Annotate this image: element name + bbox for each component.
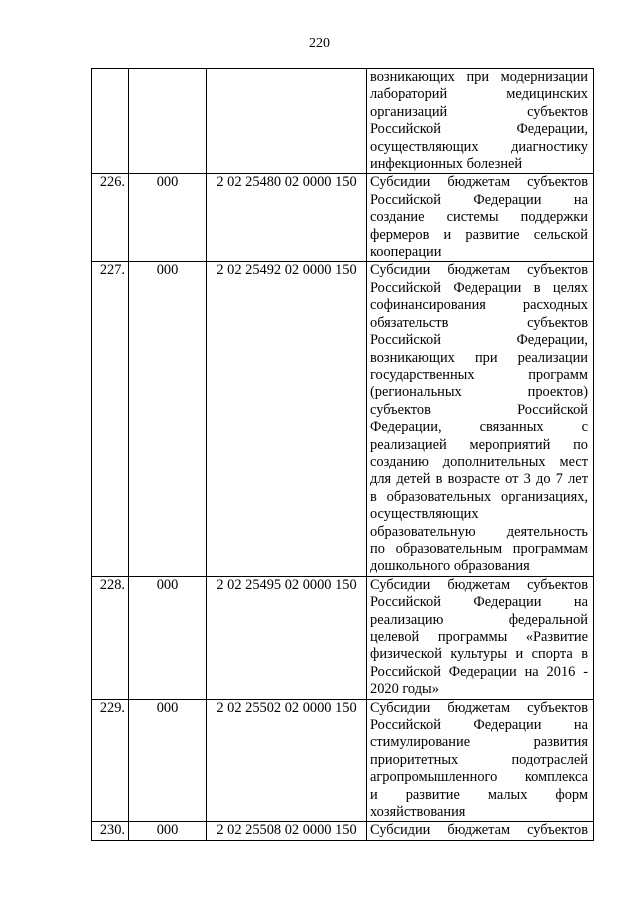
admin-code-cell: 000: [129, 699, 207, 822]
description-line: физической культуры и спорта в: [370, 646, 588, 663]
description-line: агропромышленного комплекса: [370, 769, 588, 786]
description-line: кооперации: [370, 244, 442, 261]
description-line: осуществляющих диагностику: [370, 138, 588, 155]
admin-code-cell: 000: [129, 576, 207, 699]
admin-code-cell: 000: [129, 174, 207, 262]
description-line: Российской Федерации,: [370, 121, 588, 138]
description-line: и развитие малых форм: [370, 786, 588, 803]
description-line: в образовательных организациях,: [370, 488, 588, 505]
table-row: [92, 69, 594, 174]
admin-code-cell: 000: [129, 822, 207, 840]
row-number-cell: 227.: [92, 262, 129, 576]
description-line: реализацией мероприятий по: [370, 436, 588, 453]
description-line: Субсидии бюджетам субъектов: [370, 174, 588, 191]
description-cell: [367, 576, 594, 699]
description-line: Субсидии бюджетам субъектов: [370, 262, 588, 279]
description-line: хозяйствования: [370, 804, 466, 821]
description-line: Российской Федерации на: [370, 191, 588, 208]
description-line: лабораторий медицинских: [370, 86, 588, 103]
description-line: возникающих при реализации: [370, 349, 588, 366]
description-line: дошкольного образования: [370, 558, 530, 575]
kbk-code-cell: 2 02 25492 02 0000 150: [207, 262, 367, 576]
row-number-cell: 229.: [92, 699, 129, 822]
description-line: стимулирование развития: [370, 734, 588, 751]
page-number: 220: [309, 36, 330, 51]
kbk-code-cell: 2 02 25502 02 0000 150: [207, 699, 367, 822]
description-line: для детей в возрасте от 3 до 7 лет: [370, 471, 588, 488]
budget-revenue-table: [91, 68, 594, 841]
description-line: Российской Федерации на: [370, 717, 588, 734]
description-cell: [367, 174, 594, 262]
row-number-cell: 226.: [92, 174, 129, 262]
admin-code-cell: 000: [129, 262, 207, 576]
description-line: Российской Федерации на: [370, 594, 588, 611]
admin-code-cell: [129, 69, 207, 174]
description-line: создание системы поддержки: [370, 209, 588, 226]
description-line: образовательную деятельность: [370, 523, 588, 540]
kbk-code-cell: 2 02 25480 02 0000 150: [207, 174, 367, 262]
row-number-cell: [92, 69, 129, 174]
description-line: возникающих при модернизации: [370, 69, 588, 85]
description-line: фермеров и развитие сельской: [370, 226, 588, 243]
description-line: по образовательным программам: [370, 540, 588, 557]
description-line: Субсидии бюджетам субъектов: [370, 576, 588, 593]
description-line: Российской Федерации,: [370, 332, 588, 349]
description-line: (региональных проектов): [370, 384, 588, 401]
description-line: Субсидии бюджетам субъектов: [370, 822, 588, 839]
table-row: [92, 174, 594, 262]
table-row: [92, 822, 594, 840]
description-line: субъектов Российской: [370, 401, 588, 418]
kbk-code-cell: 2 02 25495 02 0000 150: [207, 576, 367, 699]
description-line: Субсидии бюджетам субъектов: [370, 699, 588, 716]
row-number-cell: 230.: [92, 822, 129, 840]
description-line: 2020 годы»: [370, 681, 439, 698]
description-line: целевой программы «Развитие: [370, 629, 588, 645]
description-cell: [367, 699, 594, 822]
description-line: созданию дополнительных мест: [370, 453, 588, 470]
table-row: [92, 699, 594, 822]
description-line: инфекционных болезней: [370, 156, 523, 173]
description-line: организаций субъектов: [370, 103, 588, 120]
table-body: [92, 69, 594, 841]
description-line: обязательств субъектов: [370, 314, 588, 331]
description-line: софинансирования расходных: [370, 297, 588, 314]
row-number-cell: 228.: [92, 576, 129, 699]
description-line: реализацию федеральной: [370, 611, 588, 628]
kbk-code-cell: [207, 69, 367, 174]
table-row: [92, 576, 594, 699]
description-cell: [367, 822, 594, 840]
description-line: приоритетных подотраслей: [370, 751, 588, 768]
description-cell: [367, 262, 594, 576]
description-line: Российской Федерации на 2016 -: [370, 663, 588, 680]
description-cell: [367, 69, 594, 174]
description-line: Российской Федерации в целях: [370, 279, 588, 296]
table-row: [92, 262, 594, 576]
description-line: осуществляющих: [370, 506, 479, 523]
description-line: государственных программ: [370, 366, 588, 383]
kbk-code-cell: 2 02 25508 02 0000 150: [207, 822, 367, 840]
description-line: Федерации, связанных с: [370, 419, 588, 436]
